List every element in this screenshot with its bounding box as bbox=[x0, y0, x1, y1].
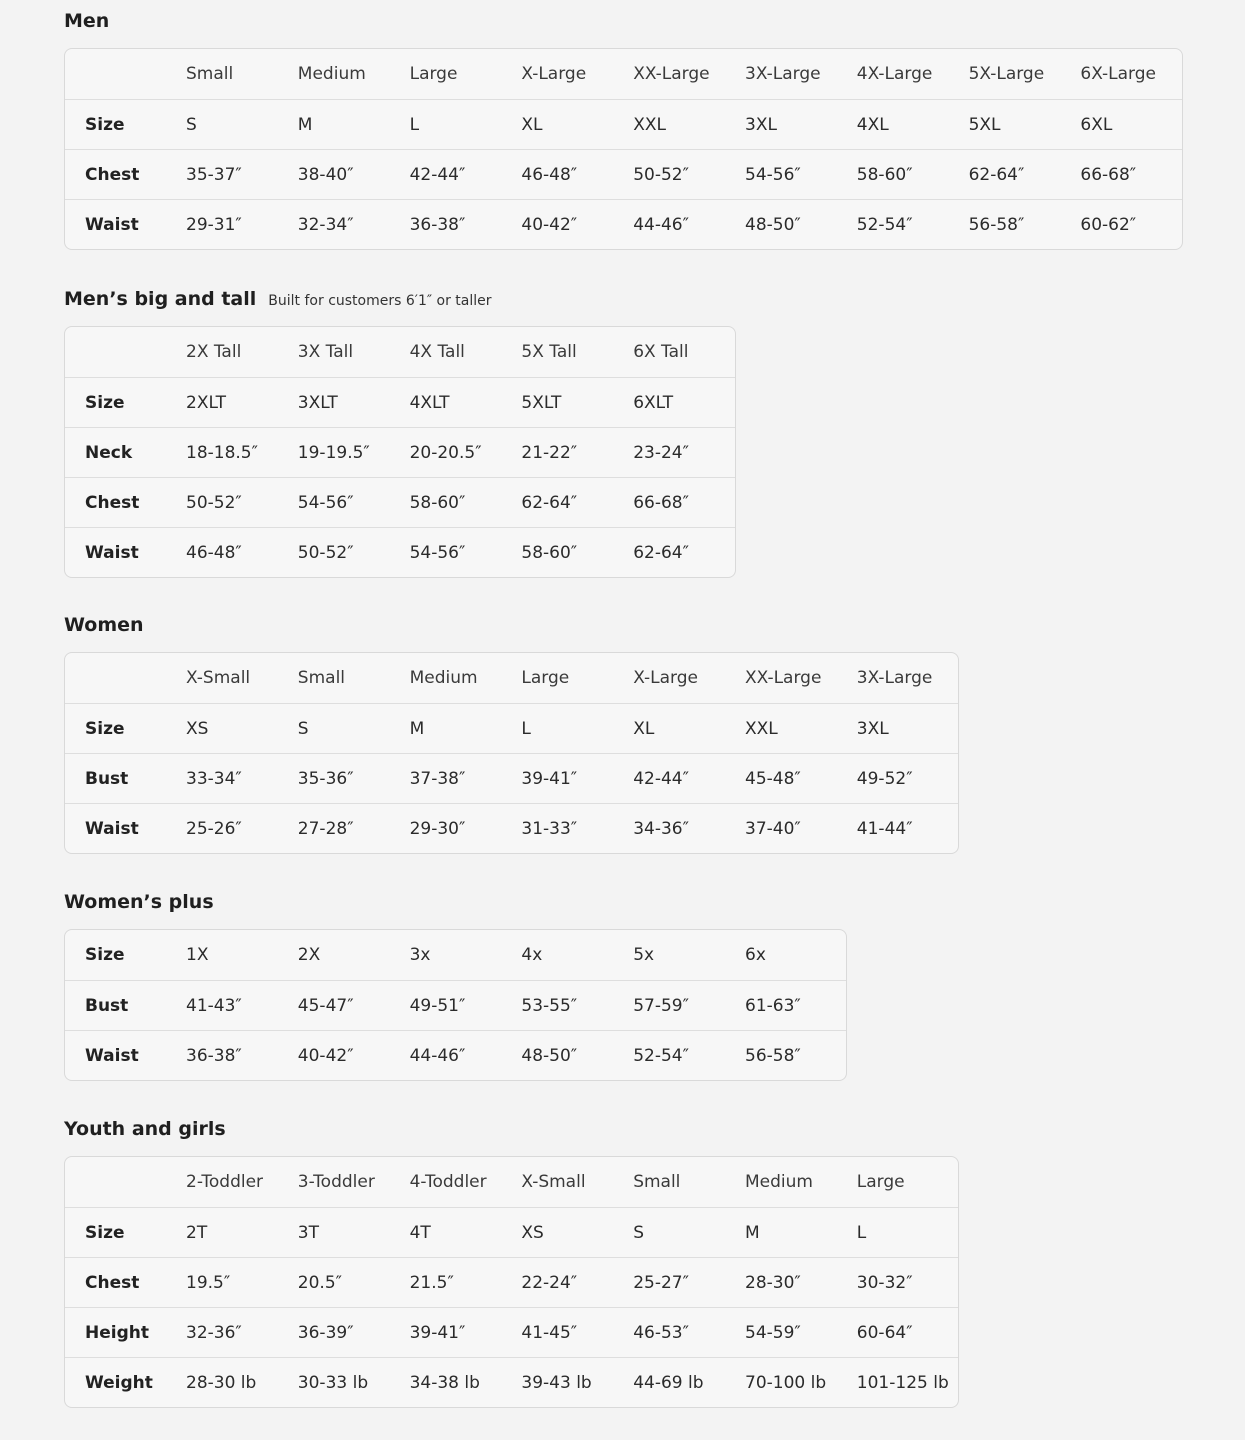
table-cell: 46-53″ bbox=[633, 1323, 689, 1343]
table-row bbox=[65, 1030, 846, 1080]
column-header: Medium bbox=[297, 64, 366, 84]
section-title-text: Men’s big and tall bbox=[64, 288, 257, 310]
section-title bbox=[64, 1116, 226, 1142]
table-cell: 6XLT bbox=[633, 393, 674, 413]
row-label: Waist bbox=[85, 819, 139, 839]
column-header: 3X-Large bbox=[856, 668, 933, 688]
table-cell: XL bbox=[633, 719, 655, 739]
section-title bbox=[64, 286, 492, 312]
table-cell: 42-44″ bbox=[409, 165, 466, 185]
column-header: Large bbox=[409, 64, 458, 84]
table-cell: 38-40″ bbox=[297, 165, 354, 185]
size-table bbox=[64, 1156, 959, 1408]
table-cell: 49-51″ bbox=[409, 996, 466, 1016]
table-cell: 29-31″ bbox=[186, 215, 242, 235]
column-header: X-Small bbox=[521, 1172, 586, 1192]
table-cell: 34-38 lb bbox=[409, 1373, 480, 1393]
table-row bbox=[65, 477, 735, 527]
table-cell: 19.5″ bbox=[186, 1273, 231, 1293]
column-header: XX-Large bbox=[745, 668, 822, 688]
table-cell: 70-100 lb bbox=[745, 1373, 827, 1393]
table-cell: 20-20.5″ bbox=[409, 443, 482, 463]
table-cell: 22-24″ bbox=[521, 1273, 578, 1293]
table-cell: 46-48″ bbox=[186, 543, 242, 563]
column-header: 2X Tall bbox=[186, 342, 242, 362]
column-header: Medium bbox=[409, 668, 478, 688]
mens-big-and-tall-section bbox=[64, 286, 689, 563]
table-cell: 57-59″ bbox=[633, 996, 689, 1016]
table-cell: 52-54″ bbox=[856, 215, 913, 235]
section-title-text: Men bbox=[64, 10, 110, 32]
row-label: Size bbox=[85, 1223, 125, 1243]
table-cell: 44-46″ bbox=[633, 215, 689, 235]
size-table bbox=[64, 929, 847, 1081]
table-cell: 3XL bbox=[856, 719, 889, 739]
table-cell: 62-64″ bbox=[633, 543, 689, 563]
table-cell: 41-44″ bbox=[856, 819, 913, 839]
column-header: 4X Tall bbox=[409, 342, 465, 362]
size-table bbox=[64, 48, 1183, 250]
table-cell: 4XLT bbox=[409, 393, 450, 413]
table-cell: 39-43 lb bbox=[521, 1373, 592, 1393]
table-cell: 45-48″ bbox=[745, 769, 801, 789]
table-row bbox=[65, 1257, 958, 1307]
table-cell: XS bbox=[186, 719, 209, 739]
table-cell: 48-50″ bbox=[521, 1046, 578, 1066]
column-header: XX-Large bbox=[633, 64, 710, 84]
column-header: 6X Tall bbox=[633, 342, 689, 362]
table-cell: 54-56″ bbox=[297, 493, 354, 513]
table-cell: 61-63″ bbox=[745, 996, 801, 1016]
table-cell: 58-60″ bbox=[856, 165, 913, 185]
size-table bbox=[64, 652, 959, 854]
men-section bbox=[64, 8, 1156, 235]
table-cell: 49-52″ bbox=[856, 769, 913, 789]
column-header: Large bbox=[521, 668, 570, 688]
table-row bbox=[65, 930, 846, 980]
table-cell: 101-125 lb bbox=[856, 1373, 949, 1393]
table-cell: 66-68″ bbox=[633, 493, 689, 513]
table-cell: 56-58″ bbox=[968, 215, 1025, 235]
table-cell: 2X bbox=[297, 945, 321, 965]
table-cell: 42-44″ bbox=[633, 769, 689, 789]
table-row bbox=[65, 99, 1182, 149]
table-cell: 21.5″ bbox=[409, 1273, 454, 1293]
table-cell: 50-52″ bbox=[297, 543, 354, 563]
table-cell: M bbox=[745, 1223, 760, 1243]
table-cell: 52-54″ bbox=[633, 1046, 689, 1066]
table-cell: 2XLT bbox=[186, 393, 226, 413]
column-header: Medium bbox=[745, 1172, 813, 1192]
column-header: 4X-Large bbox=[856, 64, 933, 84]
table-cell: 5XLT bbox=[521, 393, 562, 413]
table-cell: 44-46″ bbox=[409, 1046, 466, 1066]
table-cell: 58-60″ bbox=[409, 493, 466, 513]
table-cell: 3T bbox=[297, 1223, 319, 1243]
table-cell: 40-42″ bbox=[297, 1046, 354, 1066]
table-cell: S bbox=[633, 1223, 644, 1243]
table-row bbox=[65, 980, 846, 1030]
table-cell: 2T bbox=[186, 1223, 208, 1243]
table-cell: 32-36″ bbox=[186, 1323, 242, 1343]
table-cell: 23-24″ bbox=[633, 443, 689, 463]
table-cell: S bbox=[186, 115, 197, 135]
table-cell: 46-48″ bbox=[521, 165, 578, 185]
womens-plus-section bbox=[64, 889, 801, 1066]
row-label: Waist bbox=[85, 215, 139, 235]
table-cell: 41-45″ bbox=[521, 1323, 578, 1343]
table-cell: 54-56″ bbox=[409, 543, 466, 563]
table-cell: 35-36″ bbox=[297, 769, 354, 789]
table-cell: 3XL bbox=[745, 115, 777, 135]
table-row bbox=[65, 753, 958, 803]
table-cell: 58-60″ bbox=[521, 543, 578, 563]
table-cell: M bbox=[409, 719, 425, 739]
table-cell: L bbox=[856, 1223, 867, 1243]
table-cell: 62-64″ bbox=[521, 493, 578, 513]
table-row bbox=[65, 149, 1182, 199]
table-cell: 39-41″ bbox=[521, 769, 578, 789]
table-cell: S bbox=[297, 719, 309, 739]
row-label: Weight bbox=[85, 1373, 153, 1393]
column-header: X-Small bbox=[186, 668, 251, 688]
table-cell: XXL bbox=[633, 115, 666, 135]
table-cell: 30-33 lb bbox=[297, 1373, 369, 1393]
table-cell: 37-38″ bbox=[409, 769, 466, 789]
column-header: Small bbox=[633, 1172, 681, 1192]
table-cell: XL bbox=[521, 115, 543, 135]
row-label: Size bbox=[85, 945, 125, 965]
section-title bbox=[64, 8, 109, 34]
table-cell: 34-36″ bbox=[633, 819, 689, 839]
table-row bbox=[65, 1207, 958, 1257]
table-header-row bbox=[65, 1157, 958, 1207]
column-header: X-Large bbox=[633, 668, 698, 688]
table-header-row bbox=[65, 49, 1182, 99]
section-title bbox=[64, 889, 214, 915]
column-header: 6X-Large bbox=[1080, 64, 1156, 84]
row-label: Size bbox=[85, 115, 125, 135]
table-cell: 19-19.5″ bbox=[297, 443, 370, 463]
table-cell: 36-39″ bbox=[297, 1323, 354, 1343]
table-cell: 36-38″ bbox=[186, 1046, 242, 1066]
table-cell: 39-41″ bbox=[409, 1323, 466, 1343]
table-cell: 3x bbox=[409, 945, 431, 965]
table-row bbox=[65, 427, 735, 477]
table-cell: 53-55″ bbox=[521, 996, 578, 1016]
women-section bbox=[64, 612, 933, 839]
table-cell: 50-52″ bbox=[633, 165, 689, 185]
column-header: 3X Tall bbox=[297, 342, 354, 362]
column-header: Small bbox=[297, 668, 346, 688]
column-header: 4-Toddler bbox=[409, 1172, 487, 1192]
row-label: Chest bbox=[85, 493, 140, 513]
column-header: X-Large bbox=[521, 64, 587, 84]
table-row bbox=[65, 527, 735, 577]
table-cell: 48-50″ bbox=[745, 215, 801, 235]
section-title-text: Women’s plus bbox=[64, 891, 214, 913]
table-cell: 1X bbox=[186, 945, 209, 965]
column-header: 5X-Large bbox=[968, 64, 1045, 84]
table-cell: 4XL bbox=[856, 115, 889, 135]
table-cell: 54-56″ bbox=[745, 165, 801, 185]
table-cell: XS bbox=[521, 1223, 544, 1243]
table-row bbox=[65, 1357, 958, 1407]
table-cell: 6x bbox=[745, 945, 766, 965]
row-label: Chest bbox=[85, 165, 140, 185]
row-label: Bust bbox=[85, 996, 129, 1016]
table-cell: 21-22″ bbox=[521, 443, 578, 463]
row-label: Waist bbox=[85, 1046, 139, 1066]
table-cell: 4T bbox=[409, 1223, 431, 1243]
size-table bbox=[64, 326, 736, 578]
table-cell: 25-26″ bbox=[186, 819, 242, 839]
table-cell: 29-30″ bbox=[409, 819, 466, 839]
youth-and-girls-section bbox=[64, 1116, 949, 1393]
column-header: Small bbox=[186, 64, 234, 84]
row-label: Size bbox=[85, 393, 125, 413]
table-header-row bbox=[65, 653, 958, 703]
table-cell: 28-30″ bbox=[745, 1273, 801, 1293]
table-cell: 18-18.5″ bbox=[186, 443, 258, 463]
table-cell: 6XL bbox=[1080, 115, 1113, 135]
row-label: Neck bbox=[85, 443, 133, 463]
table-cell: 5x bbox=[633, 945, 655, 965]
table-cell: 36-38″ bbox=[409, 215, 466, 235]
table-cell: XXL bbox=[745, 719, 778, 739]
table-cell: 54-59″ bbox=[745, 1323, 801, 1343]
table-cell: 37-40″ bbox=[745, 819, 801, 839]
table-cell: 30-32″ bbox=[856, 1273, 913, 1293]
section-title bbox=[64, 612, 144, 638]
table-cell: 66-68″ bbox=[1080, 165, 1137, 185]
column-header: 5X Tall bbox=[521, 342, 577, 362]
table-cell: 60-62″ bbox=[1080, 215, 1137, 235]
table-cell: 60-64″ bbox=[856, 1323, 913, 1343]
table-row bbox=[65, 1307, 958, 1357]
table-row bbox=[65, 377, 735, 427]
table-cell: 28-30 lb bbox=[186, 1373, 257, 1393]
section-title-text: Women bbox=[64, 614, 144, 636]
table-cell: 4x bbox=[521, 945, 543, 965]
row-label: Height bbox=[85, 1323, 149, 1343]
section-title-text: Youth and girls bbox=[64, 1118, 226, 1140]
table-cell: 5XL bbox=[968, 115, 1001, 135]
table-row bbox=[65, 199, 1182, 249]
section-subtitle: Built for customers 6′1″ or taller bbox=[268, 293, 492, 309]
table-cell: 27-28″ bbox=[297, 819, 354, 839]
table-cell: 50-52″ bbox=[186, 493, 242, 513]
table-cell: 32-34″ bbox=[297, 215, 354, 235]
table-cell: 56-58″ bbox=[745, 1046, 801, 1066]
table-cell: 3XLT bbox=[297, 393, 338, 413]
row-label: Chest bbox=[85, 1273, 140, 1293]
table-row bbox=[65, 703, 958, 753]
table-cell: 35-37″ bbox=[186, 165, 242, 185]
table-cell: 41-43″ bbox=[186, 996, 242, 1016]
column-header: Large bbox=[856, 1172, 905, 1192]
table-cell: L bbox=[409, 115, 420, 135]
table-cell: L bbox=[521, 719, 531, 739]
table-cell: 45-47″ bbox=[297, 996, 354, 1016]
table-cell: 20.5″ bbox=[297, 1273, 342, 1293]
table-cell: 40-42″ bbox=[521, 215, 578, 235]
table-cell: 33-34″ bbox=[186, 769, 242, 789]
table-cell: 25-27″ bbox=[633, 1273, 689, 1293]
table-row bbox=[65, 803, 958, 853]
column-header: 2-Toddler bbox=[186, 1172, 264, 1192]
column-header: 3-Toddler bbox=[297, 1172, 375, 1192]
column-header: 3X-Large bbox=[745, 64, 821, 84]
table-cell: 62-64″ bbox=[968, 165, 1025, 185]
row-label: Bust bbox=[85, 769, 129, 789]
table-header-row bbox=[65, 327, 735, 377]
table-cell: M bbox=[297, 115, 313, 135]
table-cell: 31-33″ bbox=[521, 819, 578, 839]
row-label: Size bbox=[85, 719, 125, 739]
row-label: Waist bbox=[85, 543, 139, 563]
table-cell: 44-69 lb bbox=[633, 1373, 704, 1393]
